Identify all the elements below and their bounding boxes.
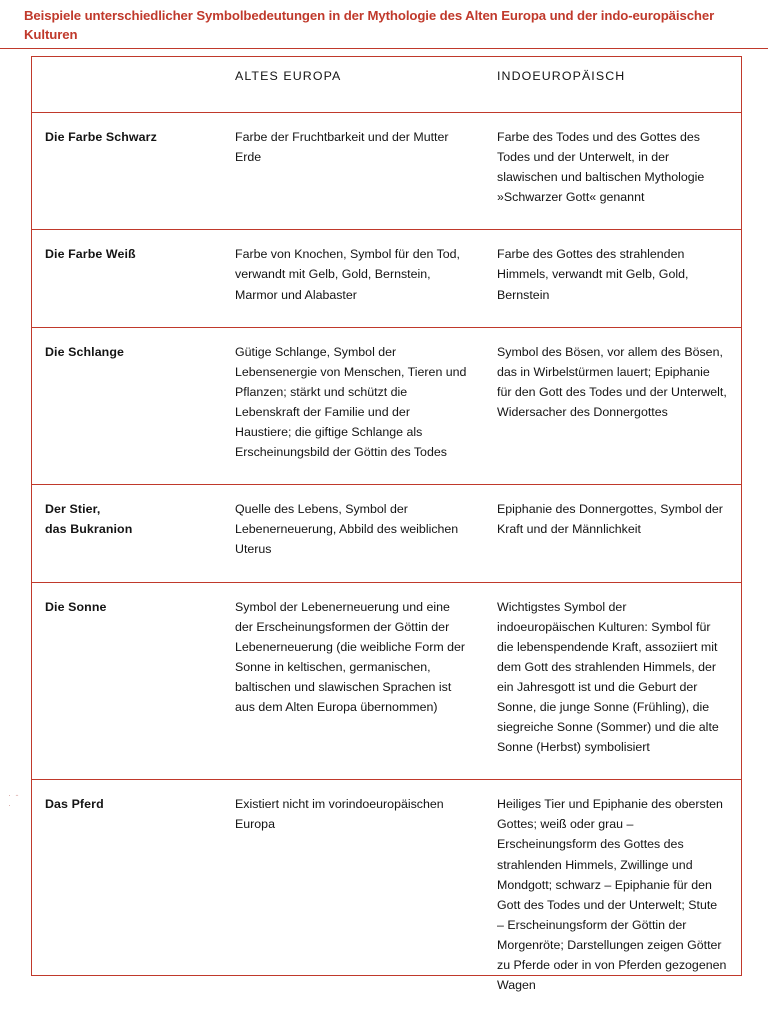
row-old-europe: Symbol der Lebenerneuerung und eine der Erscheinungsformen der Göttin der Lebenerneuerung (die weibliche Form der Sonne in keltischen, germanischen, baltischen und slawischen Sprachen ist aus dem Alten Europa übernommen)	[221, 582, 483, 780]
row-term: Die Sonne	[31, 582, 221, 780]
row-term: Die Schlange	[31, 327, 221, 485]
row-old-europe: Gütige Schlange, Symbol der Lebensenergie von Menschen, Tieren und Pflanzen; stärkt und schützt die Lebenskraft der Familie und der Haustiere; die giftige Schlange als Erscheinungsbild der Göttin des Todes	[221, 327, 483, 485]
column-header-term	[31, 56, 221, 113]
row-term: Die Farbe Weiß	[31, 230, 221, 327]
scan-artifact: · - ·	[8, 790, 20, 810]
row-term: Das Pferd	[45, 797, 104, 812]
table-row	[31, 485, 741, 582]
row-indoeuropean: Wichtigstes Symbol der indoeuropäischen Kulturen: Symbol für die lebenspendende Kraft, assoziiert mit dem Gott des strahlenden Himmels, der ein Jahresgott ist und die Geburt der Sonne, die junge Sonne (Frühling), die siegreiche Sonne (Sommer) und die alte Sonne (Herbst) symbolisiert	[483, 582, 741, 780]
row-term: Die Farbe Schwarz	[31, 113, 221, 230]
row-old-europe: Existiert nicht im vorindoeuropäischen Europa	[235, 797, 444, 832]
column-header-indoeuropean: INDOEUROPÄISCH	[483, 56, 741, 113]
row-indoeuropean: Heiliges Tier und Epiphanie des obersten Gottes; weiß oder grau – Erscheinungsform des Gottes des strahlenden Himmels, Zwillinge und Mondgott; schwarz – Epiphanie für den Gott des Todes und der Unterwelt; Stute – Erscheinungsform der Göttin der Morgenröte; Darstellungen zeigen Götter zu Pferde oder in von Pferden gezogenen Wagen	[497, 797, 727, 993]
row-indoeuropean: Farbe des Todes und des Gottes des Todes und der Unterwelt, in der slawischen und baltischen Mythologie »Schwarzer Gott« genannt	[483, 113, 741, 230]
table-row	[31, 230, 741, 327]
row-old-europe: Farbe von Knochen, Symbol für den Tod, verwandt mit Gelb, Gold, Bernstein, Marmor und Alabaster	[221, 230, 483, 327]
table-frame-right	[741, 56, 742, 976]
row-old-europe: Farbe der Fruchtbarkeit und der Mutter Erde	[221, 113, 483, 230]
column-header-old-europe: ALTES EUROPA	[221, 56, 483, 113]
row-old-europe: Quelle des Lebens, Symbol der Lebenerneuerung, Abbild des weiblichen Uterus	[221, 485, 483, 582]
table-row	[31, 327, 741, 485]
table-row	[31, 582, 741, 780]
table-row	[31, 780, 741, 1017]
row-indoeuropean: Epiphanie des Donnergottes, Symbol der Kraft und der Männlichkeit	[483, 485, 741, 582]
row-indoeuropean: Symbol des Bösen, vor allem des Bösen, das in Wirbelstürmen lauert; Epiphanie für den Gott des Todes und der Unterwelt, Widersacher des Donnergottes	[483, 327, 741, 485]
row-term: Der Stier, das Bukranion	[31, 485, 221, 582]
table-header-row	[31, 56, 741, 113]
table-row	[31, 113, 741, 230]
page-title: Beispiele unterschiedlicher Symbolbedeutungen in der Mythologie des Alten Europa und der indo-europäischer Kulturen	[24, 8, 715, 43]
symbol-comparison-table	[31, 56, 741, 1017]
title-divider	[0, 48, 768, 49]
row-indoeuropean: Farbe des Gottes des strahlenden Himmels, verwandt mit Gelb, Gold, Bernstein	[483, 230, 741, 327]
